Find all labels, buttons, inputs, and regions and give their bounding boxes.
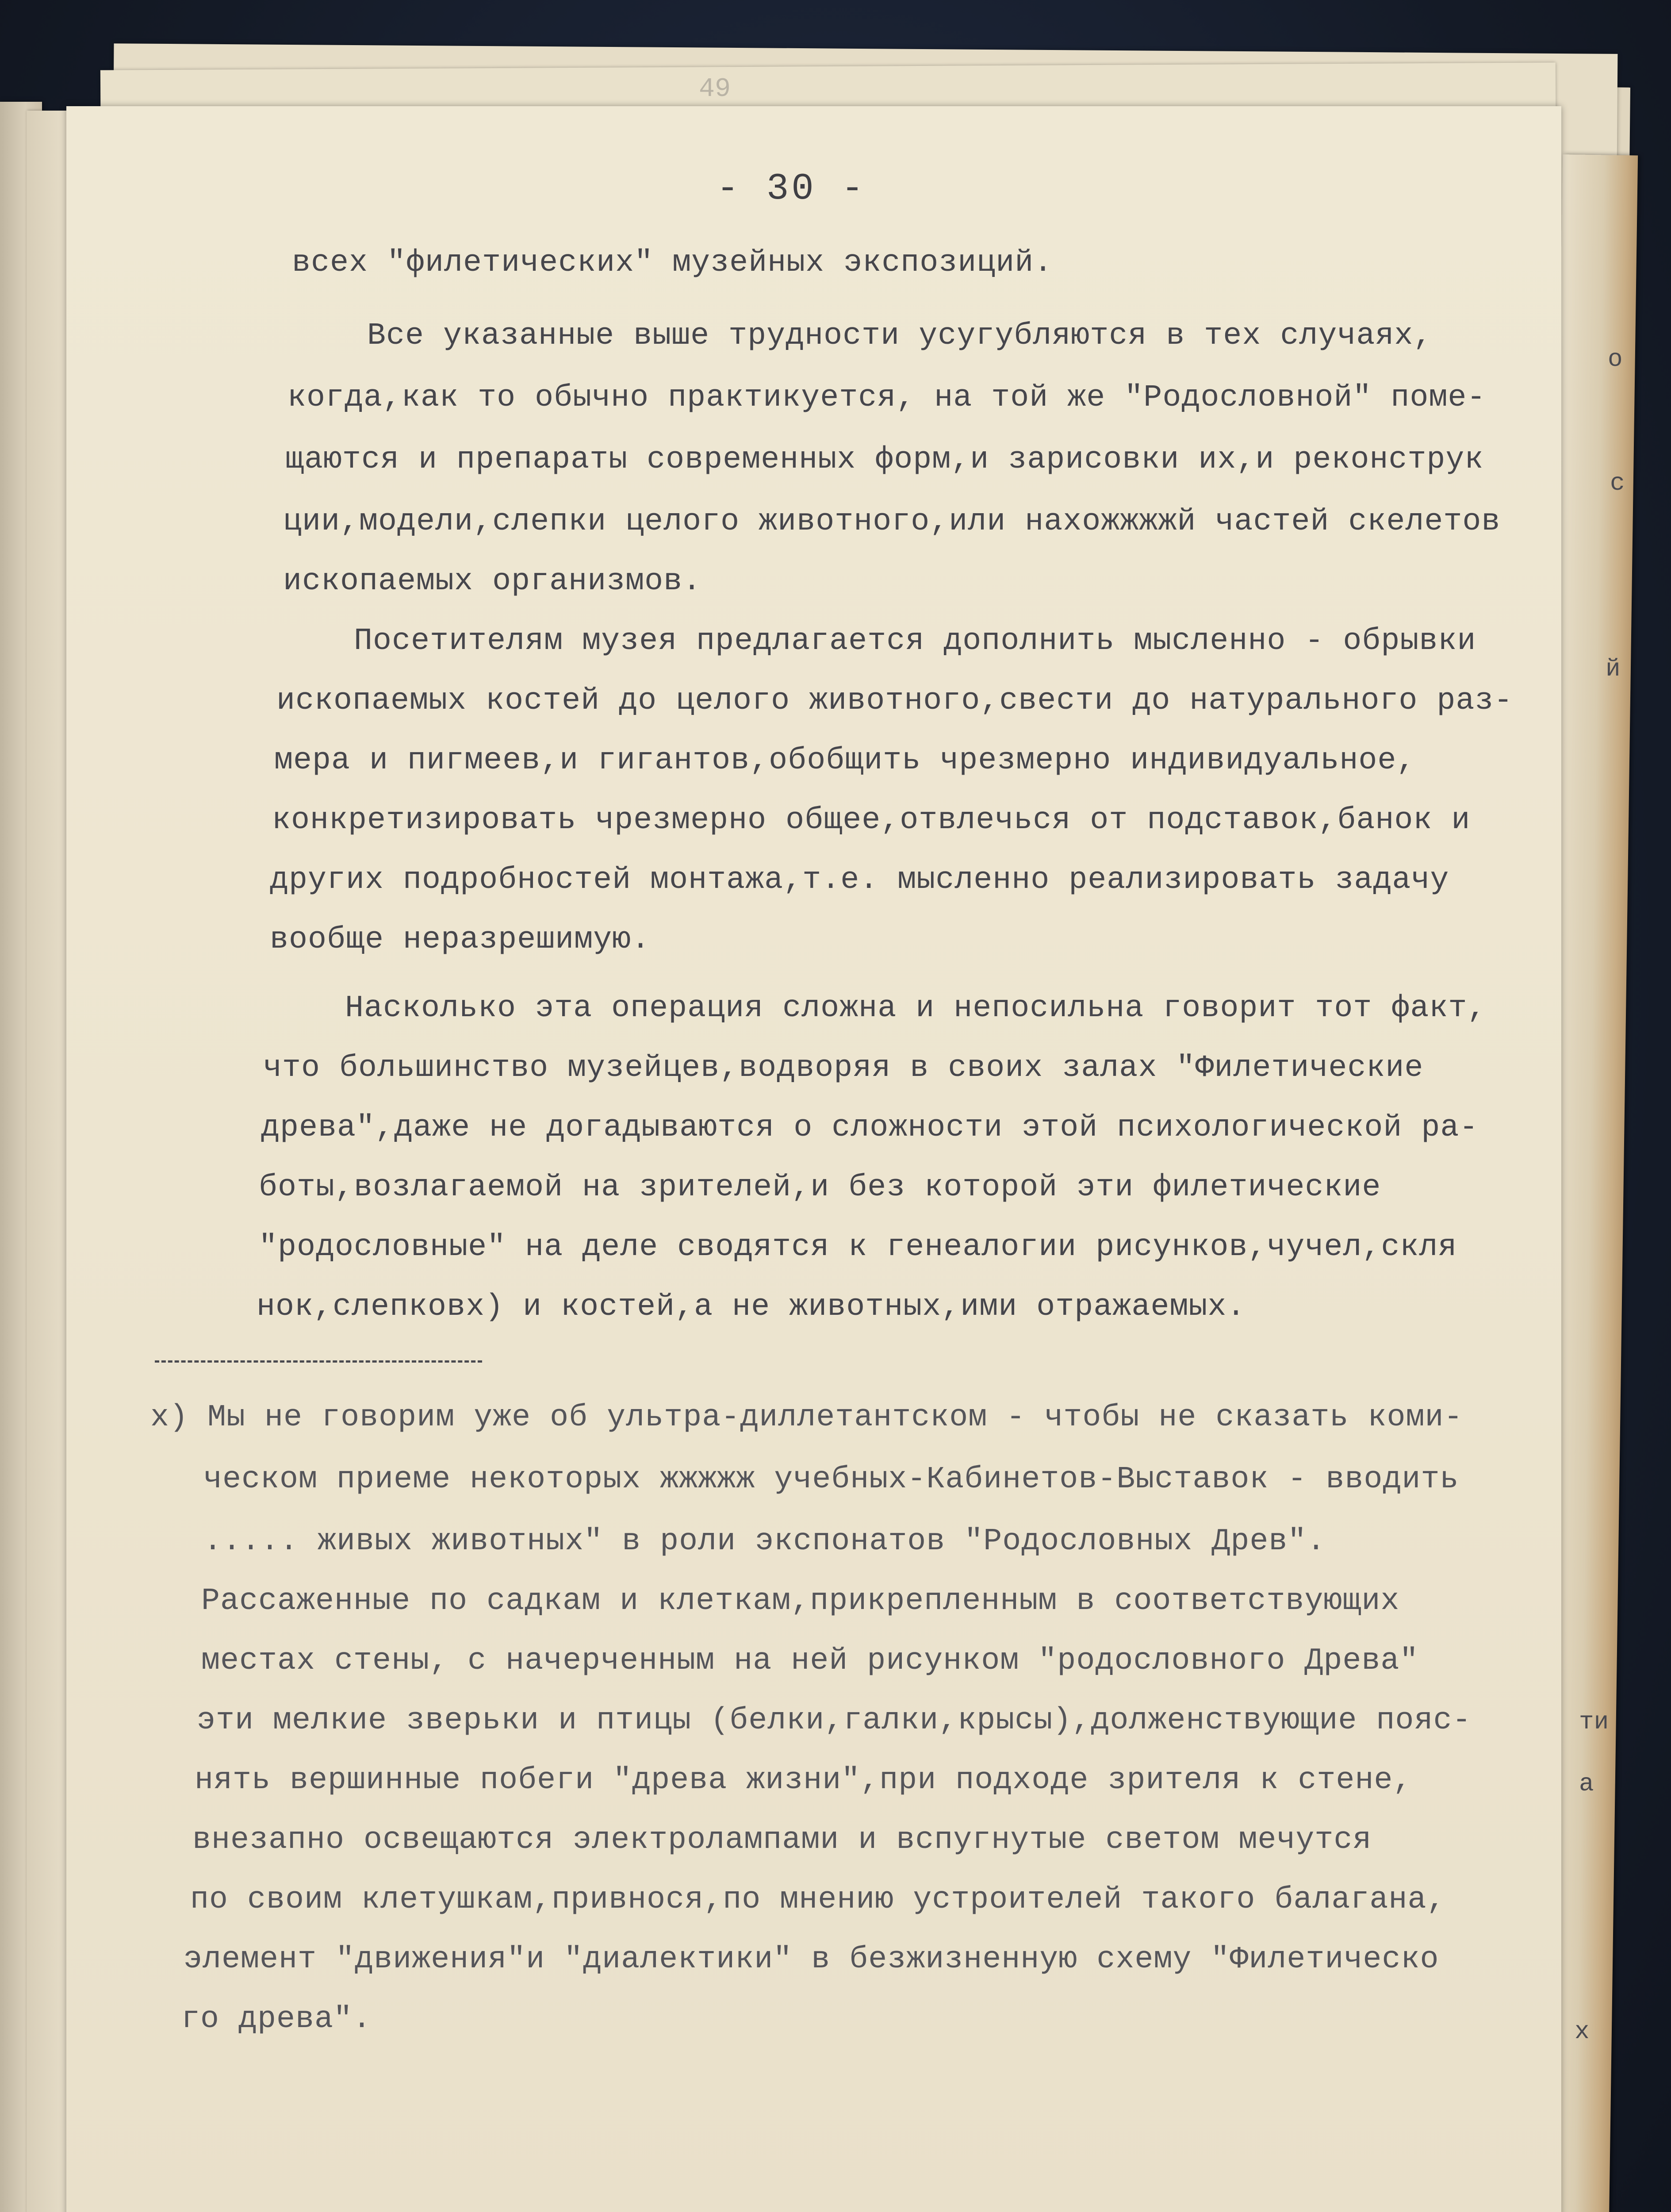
body-line: Все указанные выше трудности усугубляются в тех случаях, <box>367 319 1433 353</box>
ghost-page-number: 49 <box>699 74 731 104</box>
margin-mark: й <box>1606 655 1621 683</box>
body-line: конкретизировать чрезмерно общее,отвлечься от подставок,банок и <box>272 803 1471 838</box>
body-line: когда,как то обычно практикуется, на той же "Родословной" поме- <box>287 380 1486 415</box>
body-line: боты,возлагаемой на зрителей,и без которой эти филетические <box>259 1170 1381 1205</box>
body-line: ископаемых костей до целого животного,свести до натурального раз- <box>276 684 1513 718</box>
body-line: древа",даже не догадываются о сложности этой психологической ра- <box>261 1110 1479 1145</box>
left-folder-leaf-inner <box>27 111 66 2212</box>
body-line: Насколько эта операция сложна и непосильна говорит тот факт, <box>345 991 1487 1026</box>
margin-mark: а <box>1579 1770 1594 1798</box>
margin-mark: х <box>1575 2017 1590 2046</box>
margin-mark: с <box>1610 469 1625 497</box>
footnote-line: местах стены, с начерченным на ней рисунком "родословного Древа" <box>201 1644 1419 1678</box>
footnote-line: ческом приеме некоторых жжжжж учебных-Кабинетов-Выставок - вводить <box>203 1462 1459 1497</box>
body-line: "родословные" на деле сводятся к генеалогии рисунков,чучел,скля <box>259 1230 1457 1265</box>
footnote-line: го древа". <box>181 2002 372 2037</box>
footnote-line: внезапно освещаются электролампами и вспугнутые светом мечутся <box>192 1823 1372 1858</box>
body-line: ископаемых организмов. <box>283 564 702 599</box>
footnote-line: элемент "движения"и "диалектики" в безжизненную схему "Филетическо <box>184 1942 1439 1977</box>
body-line: Посетителям музея предлагается дополнить мысленно - обрывки <box>354 624 1476 659</box>
body-line: всех "филетических" музейных экспозиций. <box>292 246 1053 280</box>
body-line: вообще неразрешимую. <box>270 922 651 957</box>
margin-mark: ти <box>1579 1708 1609 1736</box>
body-line: других подробностей монтажа,т.е. мысленно реализировать задачу <box>270 863 1449 898</box>
body-line: щаются и препараты современных форм,и зарисовки их,и реконструк <box>285 442 1484 477</box>
footnote-line: ..... живых животных" в роли экспонатов "Родословных Древ". <box>203 1524 1326 1559</box>
margin-mark: о <box>1608 345 1623 373</box>
footnote-separator <box>155 1360 482 1363</box>
body-line: мера и пигмеев,и гигантов,обобщить чрезмерно индивидуальное, <box>274 743 1416 778</box>
body-line: ции,модели,слепки целого животного,или нахожжжжй частей скелетов <box>283 504 1501 539</box>
footnote-line: x) Мы не говорим уже об ультра-диллетантском - чтобы не сказать коми- <box>150 1400 1463 1435</box>
page-number: - 30 - <box>717 168 866 210</box>
body-line: нок,слепковx) и костей,а не животных,ими отражаемых. <box>257 1290 1246 1325</box>
body-line: что большинство музейцев,водворяя в своих залах "Филетические <box>263 1051 1424 1086</box>
footnote-line: Рассаженные по садкам и клеткам,прикрепленным в соответствующих <box>201 1584 1400 1619</box>
footnote-line: нять вершинные побеги "древа жизни",при подходе зрителя к стене, <box>195 1763 1412 1798</box>
footnote-line: эти мелкие зверьки и птицы (белки,галки,крысы),долженствующие пояс- <box>197 1703 1472 1738</box>
footnote-line: по своим клетушкам,привнося,по мнению устроителей такого балагана, <box>190 1882 1446 1917</box>
